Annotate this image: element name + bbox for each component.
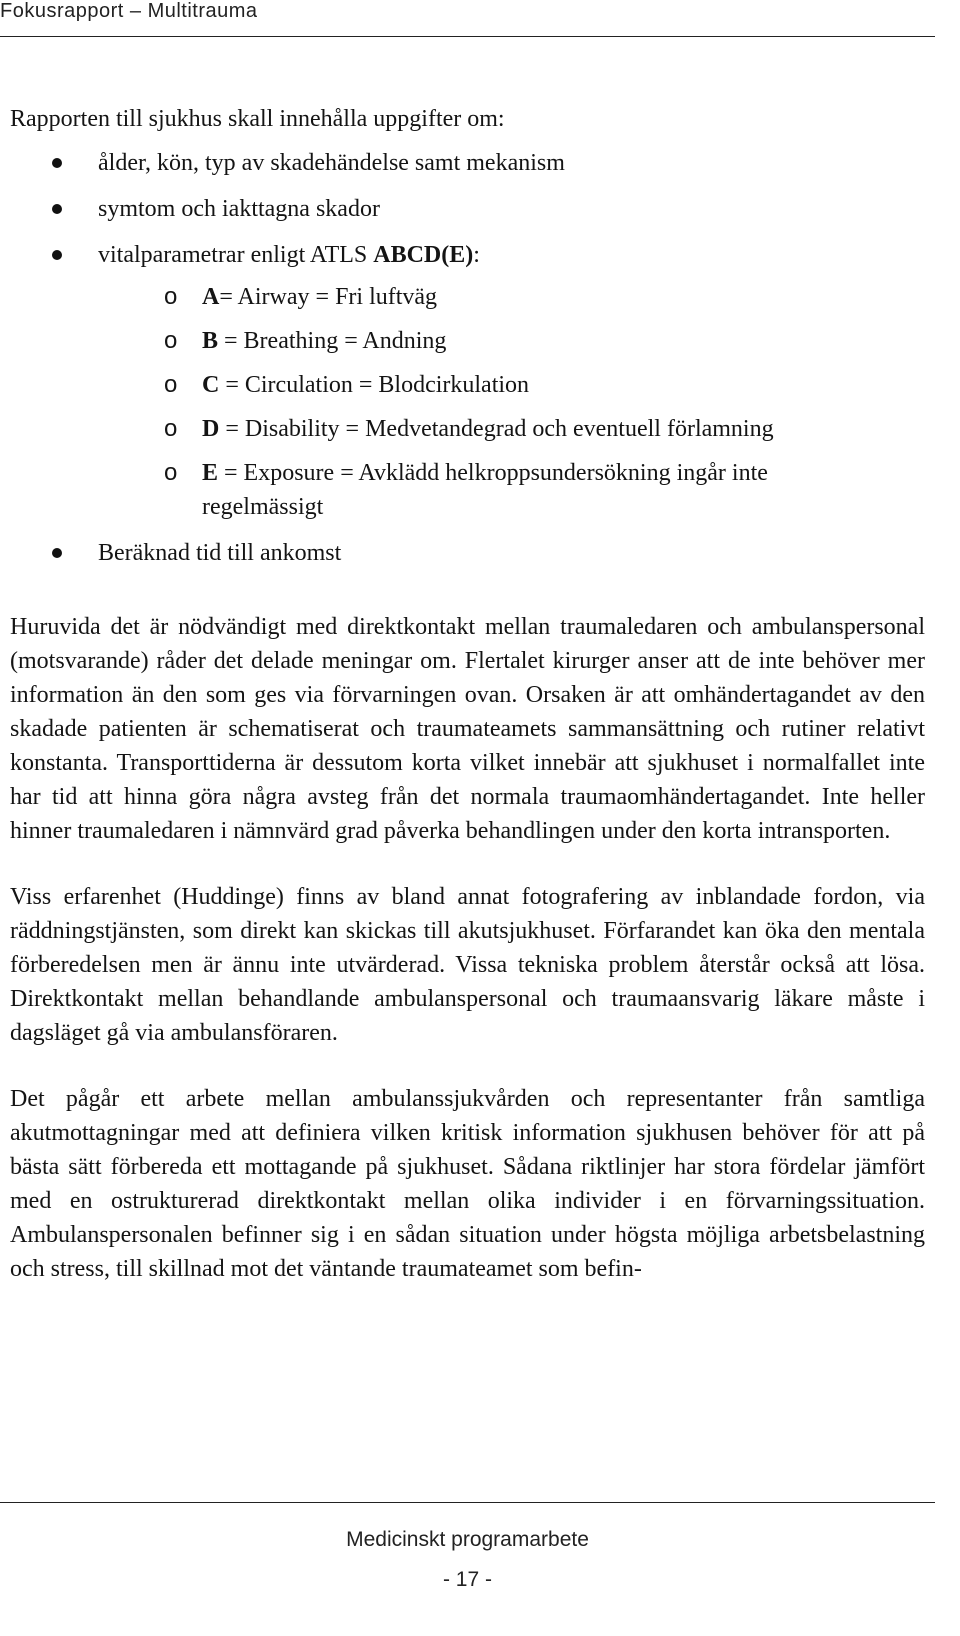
list-item: Beräknad tid till ankomst	[10, 536, 925, 570]
vital-bold: ABCD(E)	[373, 242, 474, 268]
document-body	[10, 102, 925, 1286]
footer-title: Medicinskt programarbete	[346, 1528, 589, 1551]
sublist-item-c: o C = Circulation = Blodcirkulation	[98, 368, 925, 402]
header-title: Fokusrapport – Multitrauma	[0, 0, 258, 22]
paragraph: Huruvida det är nödvändigt med direktkontakt mellan traumaledaren och ambulanspersonal (motsvarande) råder det delade meningar om. Flertalet kirurger anser att de inte behöver mer information än den som ges via förvarningen ovan. Orsaken är att omhändertagandet av den skadade patienten är schematiserat och traumateamets sammansättning och rutiner relativt konstanta. Transporttiderna är dessutom korta vilket innebär att sjukhuset i normalfallet inte har tid att hinna göra några avsteg från det normala traumaomhändertagandet. Inte heller hinner traumaledaren i nämnvärd grad påverka behandlingen under den korta intransporten.	[10, 614, 925, 844]
list-item: ålder, kön, typ av skadehändelse samt mekanism	[10, 146, 925, 180]
sublist-item-d: o D = Disability = Medvetandegrad och eventuell förlamning	[98, 412, 925, 446]
sublist-item-b: o B = Breathing = Andning	[98, 324, 925, 358]
intro-text: Rapporten till sjukhus skall innehålla uppgifter om:	[10, 106, 505, 132]
sublist-item-e: o E = Exposure = Avklädd helkroppsundersökning ingår inte regelmässigt	[98, 456, 925, 524]
vital-suffix: :	[473, 242, 480, 268]
abcde-sublist	[98, 280, 925, 524]
paragraph: Viss erfarenhet (Huddinge) finns av bland annat fotografering av inblandade fordon, via räddningstjänsten, som direkt kan skickas till akutsjukhuset. Förfarandet kan öka den mentala förberedelsen men är ännu inte utvärderad. Vissa tekniska problem återstår också att lösa. Direktkontakt mellan behandlande ambulanspersonal och traumaansvarig läkare måste i dagsläget gå via ambulansföraren.	[10, 884, 925, 1046]
list-item-vital-parameters	[10, 238, 925, 524]
paragraph: Det pågår ett arbete mellan ambulanssjukvården och representanter från samtliga akutmottagningar med att definiera vilken kritisk information sjukhusen behöver för att på bästa sätt förbereda ett mottagande på sjukhuset. Sådana riktlinjer har stora fördelar jämfört med en ostrukturerad direktkontakt mellan olika individer i en förvarningssituation. Ambulanspersonalen befinner sig i en sådan situation under högsta möjliga arbetsbelastning och stress, till skillnad mot det väntande traumateamet som befin-	[10, 1086, 925, 1282]
sublist-item-a: o A= Airway = Fri luftväg	[98, 280, 925, 314]
report-requirements-list	[10, 146, 925, 570]
vital-prefix: vitalparametrar enligt ATLS	[98, 242, 374, 268]
page-number: - 17 -	[442, 1568, 492, 1591]
list-item: symtom och iakttagna skador	[10, 192, 925, 226]
footer-divider	[0, 1502, 935, 1503]
page-header	[0, 0, 935, 37]
